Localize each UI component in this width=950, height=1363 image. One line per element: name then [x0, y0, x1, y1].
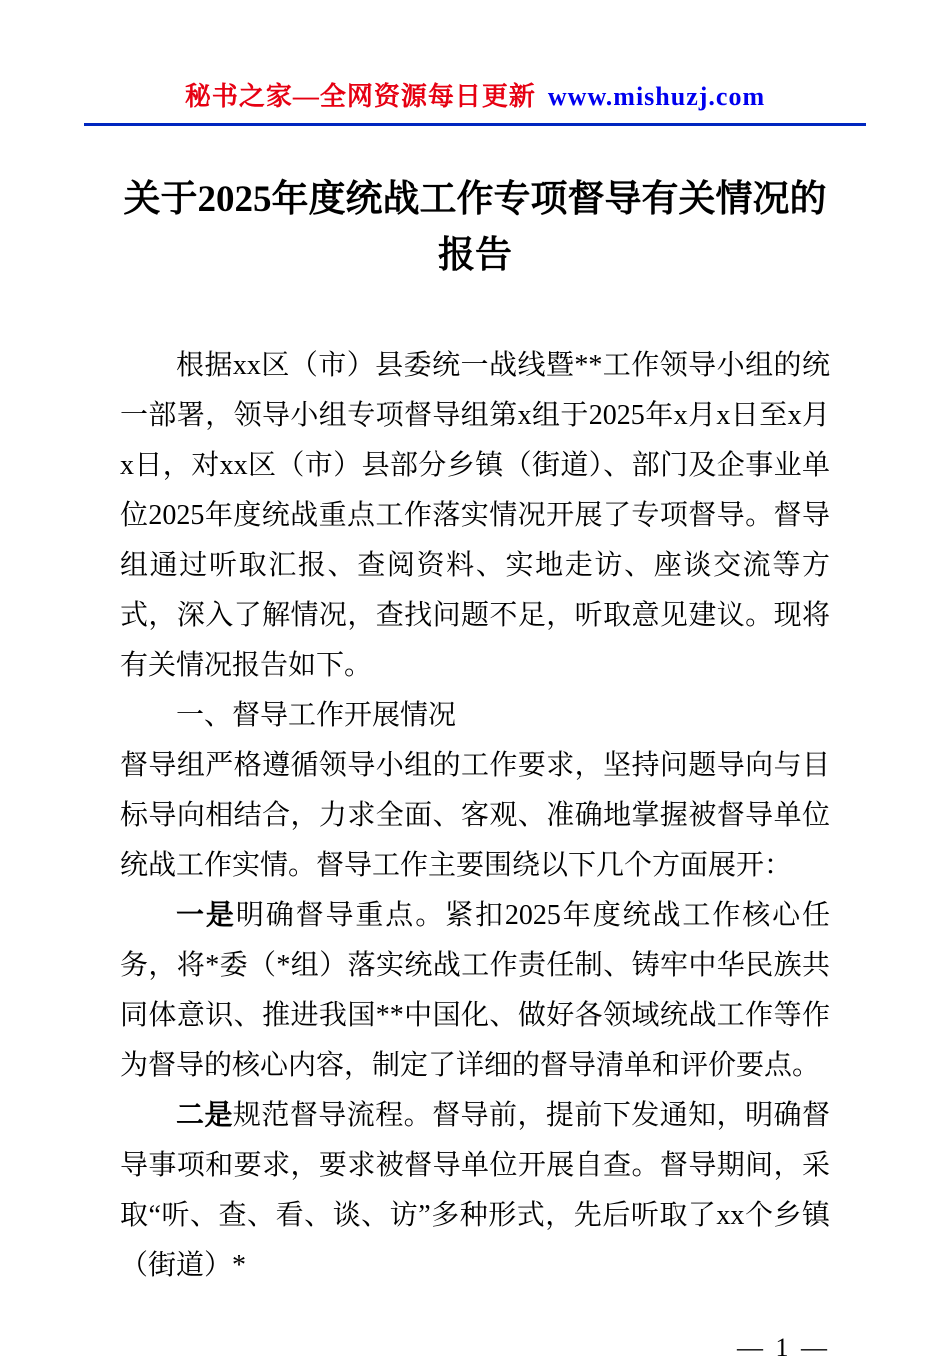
paragraph-lead: 二是: [176, 1100, 233, 1131]
site-brand-text: 秘书之家—全网资源每日更新: [184, 82, 536, 111]
paragraph-lead: 一是: [176, 900, 236, 931]
paragraph: 一是明确督导重点。紧扣2025年度统战工作核心任务，将*委（*组）落实统战工作责任制、铸牢中华民族共同体意识、推进我国**中国化、做好各领域统战工作等作为督导的核心内容，制定了详细的督导清单和评价要点。: [120, 900, 830, 1081]
document-body: [120, 341, 830, 1291]
site-url-link[interactable]: www.mishuzj.com: [547, 82, 766, 111]
site-header: [84, 0, 866, 126]
page-number: — 1 —: [737, 1333, 830, 1362]
paragraph: 根据xx区（市）县委统一战线暨**工作领导小组的统一部署，领导小组专项督导组第x组于2025年x月x日至x月x日，对xx区（市）县部分乡镇（街道）、部门及企事业单位2025年度统战重点工作落实情况开展了专项督导。督导组通过听取汇报、查阅资料、实地走访、座谈交流等方式，深入了解情况，查找问题不足，听取意见建议。现将有关情况报告如下。: [120, 350, 830, 681]
document-title: 关于2025年度统战工作专项督导有关情况的报告: [123, 179, 827, 276]
paragraph: 督导组严格遵循领导小组的工作要求，坚持问题导向与目标导向相结合，力求全面、客观、准确地掌握被督导单位统战工作实情。督导工作主要围绕以下几个方面展开：: [120, 750, 830, 881]
section-heading: 一、督导工作开展情况: [176, 700, 457, 731]
paragraph: 二是规范督导流程。督导前，提前下发通知，明确督导事项和要求，要求被督导单位开展自查。督导期间，采取“听、查、看、谈、访”多种形式，先后听取了xx个乡镇（街道）*: [120, 1100, 830, 1281]
